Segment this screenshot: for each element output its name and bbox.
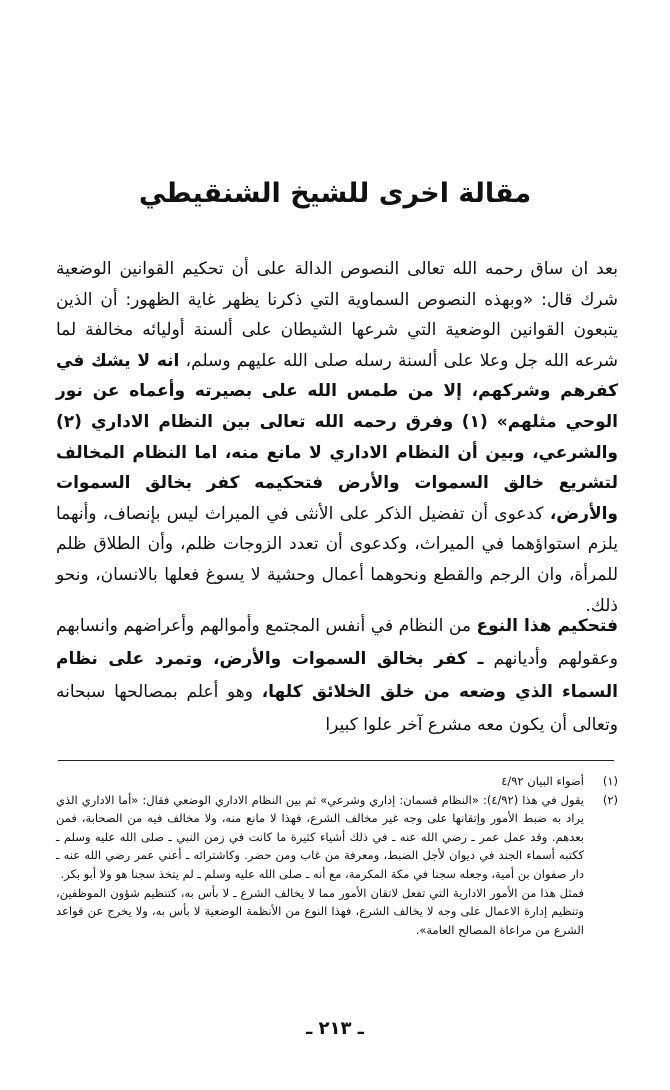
footnote-number: (١): [602, 774, 618, 788]
footnote-number: (٢): [602, 792, 618, 807]
footnotes: [56, 772, 618, 939]
paragraph-1-text: بعد ان ساق رحمه الله تعالى النصوص الدالة على أن تحكيم القوانين الوضعية شرك قال: «وبهذه النصوص السماوية التي ذكرنا يظهر غاية الظهور: أن الذين يتبعون القوانين الوضعية التي شرعها الشيطان على ألسنة أوليائه مخالفة لما شرعه الله جل وعلا على ألسنة رسله صلى الله عليهم وسلم،: [56, 259, 618, 371]
paragraph-1-rest: كدعوى أن تفضيل الذكر على الأنثى في الميراث ليس بإنصاف، وأنهما يلزم استواؤهما في الميراث، وكدعوى أن تعدد الزوجات ظلم، وأن الطلاق ظلم للمرأة، وان الرجم والقطع ونحوهما أعمال وحشية لا يسوغ فعلها بالانسان، ونحو ذلك.: [56, 503, 618, 616]
paragraph-2-text-b: وهو أعلم بمصالحها سبحانه وتعالى أن يكون معه مشرع آخر علوا كبيرا: [56, 682, 618, 735]
paragraph-2-bold-b: ـ كفر بخالق السموات والأرض، وتمرد على نظام السماء الذي وضعه من خلق الخلائق كلها،: [56, 649, 618, 702]
footnote-2-text-a: يقول في هذا (٤/٩٢): «النظام قسمان: إداري وشرعي» ثم بين النظام الاداري الوضعي فقال: «أما الاداري الذي يراد به ضبط الأمور وإتقانها على وجه غير مخالف الشرع، فهذا لا مانع منه، ولا مخالف فيه من الصحابة، فمن بعدهم. وقد عمل عمر ـ رضي الله عنه ـ في ذلك أشياء كثيرة ما كانت في زمن النبي ـ صلى الله عليه وسلم ـ ككتبه أسماء الجند في ديوان لأجل الضبط، ومعرفة من غاب ومن حضر. وكاشترائه ـ أعني عمر رضي الله عنه ـ دار صفوان بن أمية، وجعله سجنا في مكة المكرمة، مع أنه ـ صلى الله عليه وسلم ـ لم يتخذ سجنا هو ولا أبو بكر.: [56, 792, 584, 881]
paragraph-1-bold-b: وفرق رحمه الله تعالى بين النظام الاداري (٢) والشرعي، وبين أن النظام الاداري لا مانع منه، اما النظام المخالف لتشريع خالق السموات والأرض فتحكيمه كفر بخالق السموات والأرض،: [56, 411, 618, 524]
paragraph-1-bold: انه لا يشك في كفرهم وشركهم، إلا من طمس الله على بصيرته وأعماه عن نور الوحي مثلهم» (١): [56, 350, 618, 432]
footnote-divider: [58, 760, 614, 761]
page-number: ـ ٢١٣ ـ: [306, 1018, 364, 1039]
footnote-1: [56, 772, 618, 791]
paragraph-2-text-a: من النظام في أنفس المجتمع وأموالهم وأعراضهم وانسابهم وعقولهم وأديانهم: [56, 616, 618, 669]
paragraph-2-bold-a: فتحكيم هذا النوع: [476, 616, 619, 636]
footnote-text: [56, 791, 584, 940]
page-title: مقالة اخرى للشيخ الشنقيطي: [138, 178, 532, 209]
main-paragraph: [56, 254, 618, 621]
paragraph-1: [56, 254, 618, 621]
footnote-2-text-b: فمثل هذا من الأمور الادارية التي تفعل لاتقان الأمور مما لا يخالف الشرع ـ لا بأس به، كتنظيم شؤون الموظفين، وتنظيم إدارة الاعمال على وجه لا يخالف الشرع، فهذا النوع من الأنظمة الوضعية لا بأس به، ولا يخرج عن قواعد الشرع من مراعاة المصالح العامة».: [56, 885, 584, 937]
footnote-2: [56, 791, 618, 940]
second-paragraph: [56, 610, 618, 742]
paragraph-2: [56, 610, 618, 742]
footnote-text: أضواء البيان ٤/٩٢: [501, 774, 584, 788]
